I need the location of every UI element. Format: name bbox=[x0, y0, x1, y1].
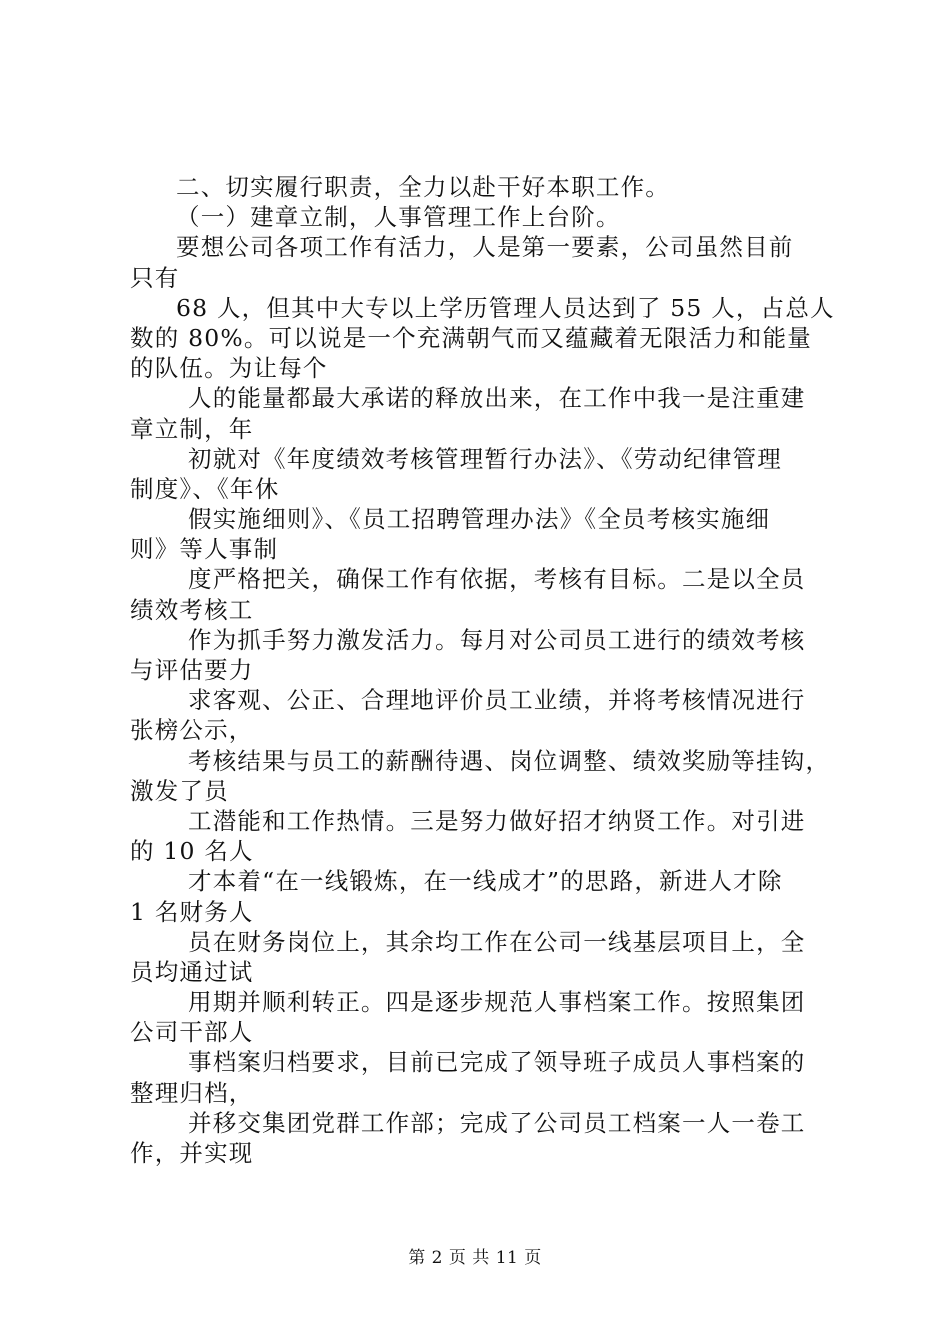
paragraph-line: 68 人，但其中大专以上学历管理人员达到了 55 人，占总人 bbox=[176, 293, 835, 322]
paragraph-line: 1 名财务人 bbox=[130, 897, 254, 926]
paragraph-line: 作，并实现 bbox=[130, 1139, 254, 1167]
section-heading: 二、切实履行职责，全力以赴干好本职工作。 bbox=[176, 173, 670, 201]
subsection-heading: （一）建章立制，人事管理工作上台阶。 bbox=[176, 203, 621, 232]
paragraph-line: 并移交集团党群工作部；完成了公司员工档案一人一卷工 bbox=[188, 1108, 806, 1137]
paragraph-line: 激发了员 bbox=[130, 776, 229, 805]
paragraph-line: 假实施细则》、《员工招聘管理办法》《全员考核实施细 bbox=[188, 505, 771, 534]
paragraph-line: 用期并顺利转正。四是逐步规范人事档案工作。按照集团 bbox=[188, 988, 806, 1017]
paragraph-line: 员均通过试 bbox=[130, 957, 254, 986]
paragraph-line: 才本着“在一线锻炼，在一线成才”的思路，新进人才除 bbox=[188, 867, 783, 896]
paragraph-line: 工潜能和工作热情。三是努力做好招才纳贤工作。对引进 bbox=[188, 806, 806, 835]
paragraph-line: 员在财务岗位上，其余均工作在公司一线基层项目上，全 bbox=[188, 927, 806, 956]
paragraph-line: 的 10 名人 bbox=[130, 837, 254, 866]
paragraph-line: 章立制，年 bbox=[130, 414, 254, 443]
paragraph-line: 人的能量都最大承诺的释放出来，在工作中我一是注重建 bbox=[188, 384, 806, 413]
body-text bbox=[130, 172, 840, 1168]
paragraph-line: 的队伍。为让每个 bbox=[130, 354, 328, 383]
paragraph-line: 制度》、《年休 bbox=[130, 474, 280, 503]
paragraph-line: 考核结果与员工的薪酬待遇、岗位调整、绩效奖励等挂钩， bbox=[188, 746, 831, 775]
paragraph-line: 公司干部人 bbox=[130, 1018, 254, 1047]
paragraph-line: 事档案归档要求，目前已完成了领导班子成员人事档案的 bbox=[188, 1048, 806, 1077]
paragraph-line: 则》等人事制 bbox=[130, 535, 279, 564]
paragraph-line: 张榜公示， bbox=[130, 716, 254, 745]
paragraph-line: 数的 80%。可以说是一个充满朝气而又蕴藏着无限活力和能量 bbox=[130, 323, 813, 352]
paragraph-line: 绩效考核工 bbox=[130, 595, 254, 624]
paragraph-line: 只有 bbox=[130, 263, 180, 292]
paragraph-line: 与评估要力 bbox=[130, 656, 254, 684]
page-footer: 第 2 页 共 11 页 bbox=[408, 1248, 542, 1268]
paragraph-line: 初就对《年度绩效考核管理暂行办法》、《劳动纪律管理 bbox=[188, 444, 782, 473]
paragraph-line: 作为抓手努力激发活力。每月对公司员工进行的绩效考核 bbox=[188, 625, 806, 654]
paragraph-line: 求客观、公正、合理地评价员工业绩，并将考核情况进行 bbox=[188, 686, 806, 715]
paragraph-line: 度严格把关，确保工作有依据，考核有目标。二是以全员 bbox=[188, 565, 806, 594]
paragraph-line: 整理归档， bbox=[130, 1078, 254, 1107]
paragraph-line: 要想公司各项工作有活力，人是第一要素，公司虽然目前 bbox=[176, 233, 794, 262]
